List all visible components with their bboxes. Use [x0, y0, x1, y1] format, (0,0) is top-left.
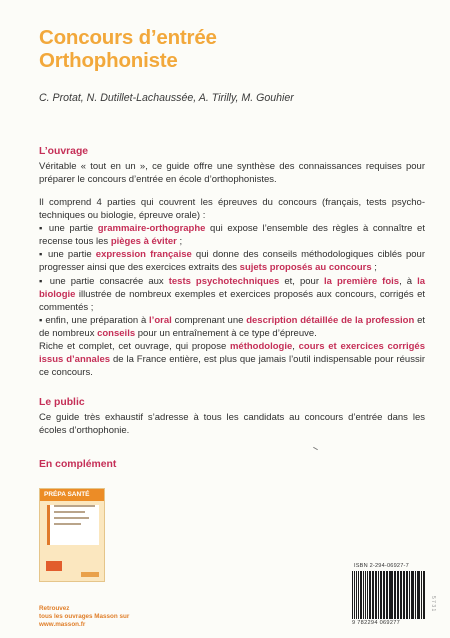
closing-text: , [292, 341, 299, 352]
barcode-bar [365, 571, 366, 619]
ouvrage-parts [39, 196, 425, 340]
promo-website-link[interactable]: www.masson.fr [39, 620, 86, 628]
barcode-bar [421, 571, 422, 619]
closing-highlight: méthodologie [229, 341, 293, 352]
barcode-bar [352, 571, 353, 619]
publisher-promo [39, 605, 129, 628]
item3-highlight: tests psychotechniques [168, 275, 280, 287]
section-heading-ouvrage: L’ouvrage [39, 146, 89, 157]
book-series-band: PRÉPA SANTÉ [40, 489, 104, 501]
item4-text: comprenant une [171, 314, 247, 326]
closing-highlight: cours et exercices corrigés issus d’annales [39, 341, 425, 366]
barcode-bar [395, 571, 396, 619]
barcode-bar [401, 571, 402, 619]
promo-line-1: Retrouvez [39, 605, 70, 612]
book-cover-panel [47, 505, 99, 545]
item3-text: , à [399, 275, 418, 287]
closing-text: Riche et complet, cet ouvrage, qui propose [39, 341, 230, 352]
item3-text: illustrée de nombreux exemples et exercices proposés aux concours, corrigés et commentés ; [39, 288, 425, 313]
barcode-bar [397, 571, 399, 619]
item3-highlight: la biologie [39, 275, 425, 300]
section-heading-public: Le public [39, 397, 85, 408]
barcode-image [352, 571, 426, 619]
item1-text: ▪ une partie [39, 223, 98, 235]
item3-text: et, pour [279, 275, 325, 287]
side-code: 5 7 3 1 [430, 596, 436, 612]
barcode-bar [354, 571, 355, 619]
barcode-bar [363, 571, 364, 619]
promo-line-2: tous les ouvrages Masson sur [39, 612, 130, 620]
authors: C. Protat, N. Dutillet-Lachaussée, A. Tirilly, M. Gouhier [39, 92, 294, 104]
item4-highlight: l’oral [149, 314, 172, 326]
public-text: Ce guide très exhaustif s’adresse à tous les candidats au concours d’entrée dans les écoles d’orthophonie. [39, 412, 425, 437]
item1-highlight: grammaire-orthographe [97, 223, 206, 235]
barcode-bar [383, 571, 384, 619]
barcode-bar [403, 571, 405, 619]
book-cover-logo [81, 572, 99, 577]
barcode-bar [378, 571, 379, 619]
barcode-bar [409, 571, 410, 619]
barcode-bar [418, 571, 420, 619]
barcode-bar [389, 571, 390, 619]
item4-text: et de nombreux [39, 314, 426, 339]
parts-intro: Il comprend 4 parties qui couvrent les épreuves du concours (français, tests psycho-techniques ou biologie, épreuve orale) : [39, 197, 425, 222]
item3-highlight: la première fois [324, 275, 400, 287]
item1-text: qui expose l’ensemble des règles à connaître et recense tous les [39, 223, 425, 248]
barcode-bar [384, 571, 385, 619]
ouvrage-closing [39, 340, 425, 379]
isbn-label: ISBN 2-294-06927-7 [354, 563, 409, 569]
section-heading-complement: En complément [39, 459, 117, 470]
item1-highlight: pièges à éviter [110, 236, 177, 248]
item2-text: ▪ une partie [39, 249, 96, 261]
companion-book-cover [39, 488, 105, 582]
item2-text: qui donne des conseils méthodologiques ciblés pour progresser ainsi que des exercices extraits des [39, 249, 425, 274]
barcode-bar [411, 571, 412, 619]
barcode-bar [369, 571, 371, 619]
item3-text: ▪ une partie consacrée aux [39, 275, 169, 287]
item4-highlight: conseils [97, 327, 136, 339]
barcode-bar [373, 571, 374, 619]
book-cover-badge [46, 561, 62, 571]
item2-highlight: sujets proposés au concours [239, 262, 372, 274]
item2-highlight: expression française [95, 249, 192, 261]
barcode-bar [386, 571, 388, 619]
title-line-2: Orthophoniste [39, 49, 178, 72]
barcode-bar [375, 571, 377, 619]
barcode-bar [406, 571, 408, 619]
barcode-bar [400, 571, 401, 619]
barcode-bar [356, 571, 358, 619]
barcode-bar [360, 571, 362, 619]
item4-highlight: description détaillée de la profession [246, 314, 415, 326]
barcode-bar [394, 571, 395, 619]
barcode-bar [423, 571, 425, 619]
barcode-bar [372, 571, 373, 619]
title-line-1: Concours d’entrée [39, 26, 217, 49]
ean-number: 9 782294 069277 [352, 620, 401, 626]
book-title [39, 26, 217, 72]
ouvrage-intro: Véritable « tout en un », ce guide offre une synthèse des connaissances requises pour préparer le concours d’entrée en école d’orthophonistes. [39, 161, 425, 186]
barcode-bar [417, 571, 418, 619]
closing-text: de la France entière, est plus que jamais l’outil indispensable pour réussir ce concours. [39, 354, 425, 379]
barcode-bar [415, 571, 416, 619]
barcode-bar [367, 571, 369, 619]
barcode-bar [390, 571, 392, 619]
item2-text: ; [371, 262, 377, 274]
barcode-bar [412, 571, 414, 619]
barcode-bar [358, 571, 359, 619]
item1-text: ; [176, 236, 183, 248]
barcode-bar [380, 571, 382, 619]
stray-mark [313, 447, 318, 450]
item4-text: ▪ enfin, une préparation à [39, 314, 150, 326]
item4-text: pour un entraînement à ce type d’épreuve. [135, 327, 317, 339]
